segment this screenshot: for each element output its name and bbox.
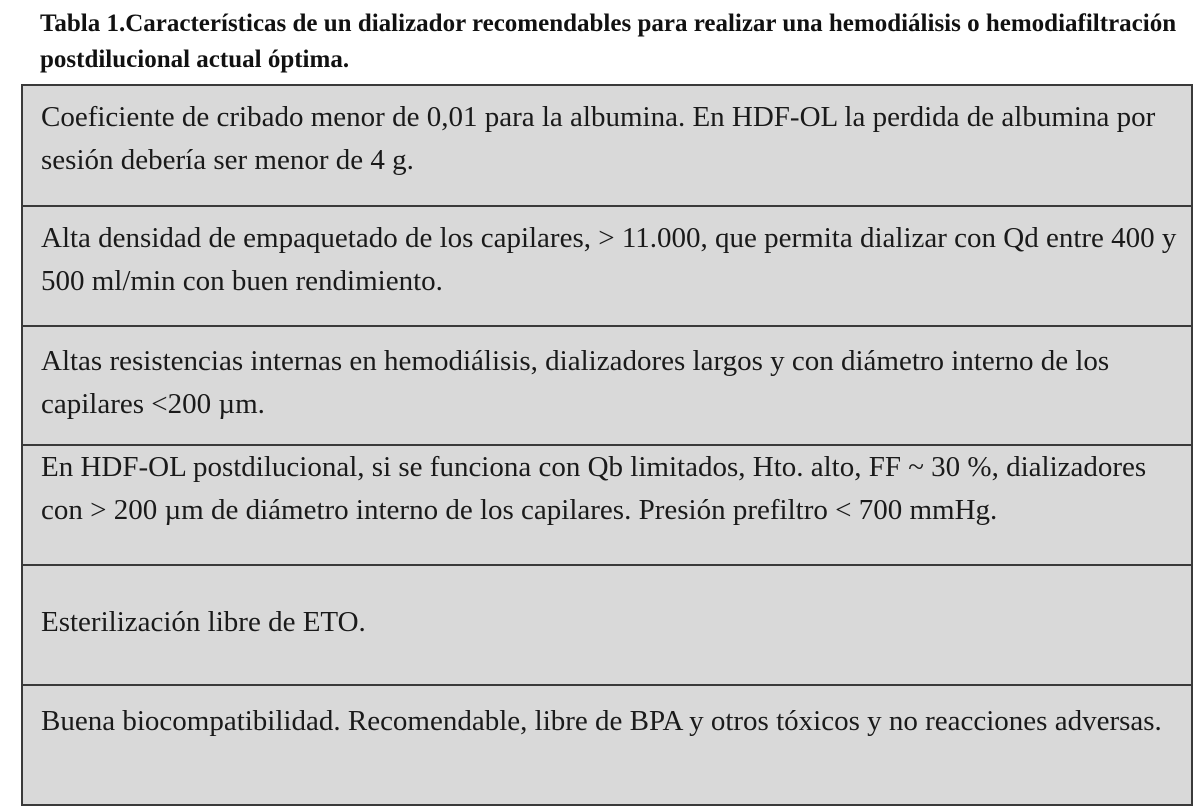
table-row (23, 684, 1191, 804)
table-cell: Alta densidad de empaquetado de los capilares, > 11.000, que permita dializar con Qd entre 400 y 500 ml/min con buen rendimiento. (41, 222, 1177, 297)
table-cell: Buena biocompatibilidad. Recomendable, libre de BPA y otros tóxicos y no reacciones adversas. (41, 705, 1162, 737)
table-cell: Coeficiente de cribado menor de 0,01 para la albumina. En HDF-OL la perdida de albumina por sesión debería ser menor de 4 g. (41, 101, 1156, 176)
table-cell: En HDF-OL postdilucional, si se funciona con Qb limitados, Hto. alto, FF ~ 30 %, dializadores con > 200 µm de diámetro interno de los capilares. Presión prefiltro < 700 mmHg. (41, 451, 1147, 526)
table-row (23, 564, 1191, 684)
table-row (23, 205, 1191, 325)
table-cell: Altas resistencias internas en hemodiálisis, dializadores largos y con diámetro interno de los capilares <200 µm. (41, 345, 1110, 420)
table-caption: Tabla 1.Características de un dializador recomendables para realizar una hemodiálisis o hemodiafiltración postdilucional actual óptima. (40, 10, 1177, 73)
dialyzer-characteristics-table (21, 84, 1193, 806)
table-row (23, 325, 1191, 444)
table-row (23, 444, 1191, 564)
table-cell: Esterilización libre de ETO. (41, 606, 366, 638)
table-row (23, 86, 1191, 205)
